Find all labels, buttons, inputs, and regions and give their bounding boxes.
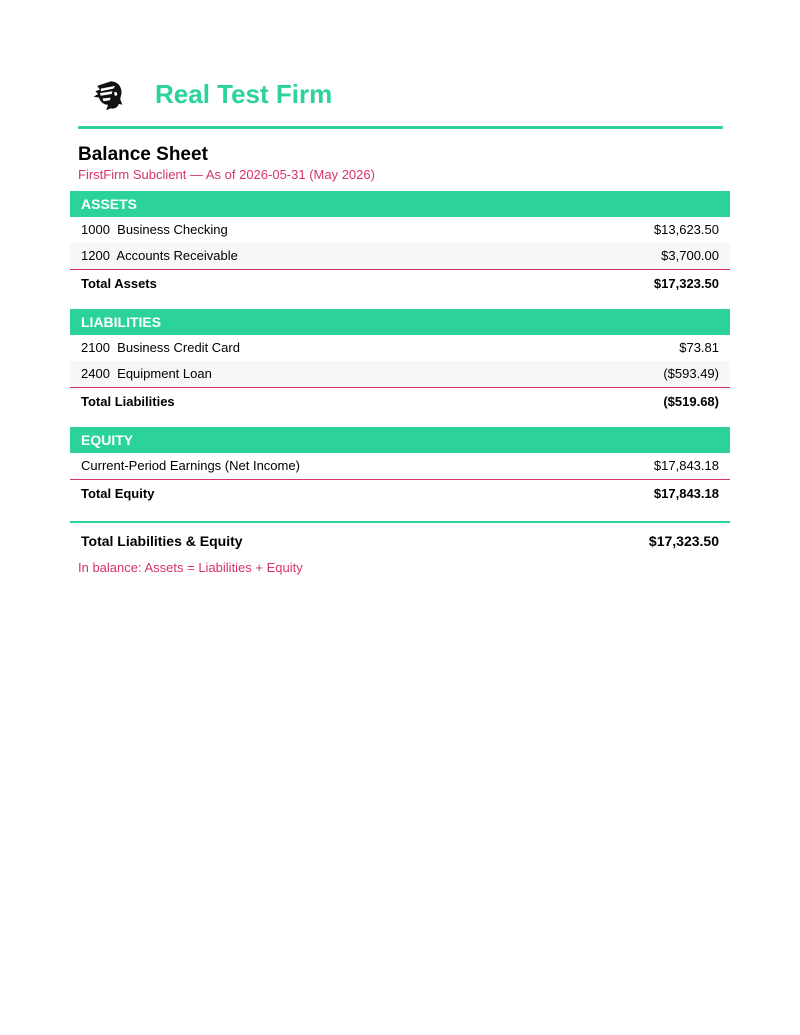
account-label: 2100 Business Credit Card	[81, 340, 240, 355]
account-label: 2400 Equipment Loan	[81, 366, 212, 381]
assets-section	[70, 191, 730, 297]
account-label: 1000 Business Checking	[81, 222, 228, 237]
liabilities-section	[70, 309, 730, 415]
table-row	[70, 361, 730, 387]
report-title: Balance Sheet	[78, 144, 208, 165]
grand-total-row	[70, 521, 730, 559]
account-label: 1200 Accounts Receivable	[81, 248, 238, 263]
grand-total-amount: $17,323.50	[648, 533, 719, 549]
account-amount: $3,700.00	[661, 248, 719, 263]
grand-total-label: Total Liabilities & Equity	[81, 533, 243, 549]
total-liabilities-label: Total Liabilities	[81, 394, 175, 409]
table-row	[70, 243, 730, 269]
header-divider	[78, 126, 723, 129]
report-header	[78, 70, 723, 130]
table-row	[70, 335, 730, 361]
equity-section	[70, 427, 730, 507]
total-assets-label: Total Assets	[81, 276, 157, 291]
account-amount: $17,843.18	[653, 458, 719, 473]
total-liabilities-row	[70, 387, 730, 415]
account-amount: ($593.49)	[663, 366, 719, 381]
total-assets-row	[70, 269, 730, 297]
account-label: Current-Period Earnings (Net Income)	[81, 458, 300, 473]
report-subtitle: FirstFirm Subclient — As of 2026-05-31 (May 2026)	[78, 167, 375, 182]
table-row	[70, 453, 730, 479]
total-equity-label: Total Equity	[81, 486, 155, 501]
firm-name: Real Test Firm	[155, 79, 333, 109]
account-amount: $73.81	[679, 340, 719, 355]
table-row	[70, 217, 730, 243]
assets-heading: ASSETS	[70, 191, 730, 217]
liabilities-heading: LIABILITIES	[70, 309, 730, 335]
total-equity-amount: $17,843.18	[653, 486, 719, 501]
balance-check-note: In balance: Assets = Liabilities + Equity	[78, 560, 303, 575]
account-amount: $13,623.50	[653, 222, 719, 237]
total-equity-row	[70, 479, 730, 507]
equity-heading: EQUITY	[70, 427, 730, 453]
helmeted-warrior-icon	[90, 76, 126, 112]
total-liabilities-amount: ($519.68)	[663, 394, 719, 409]
total-assets-amount: $17,323.50	[653, 276, 719, 291]
